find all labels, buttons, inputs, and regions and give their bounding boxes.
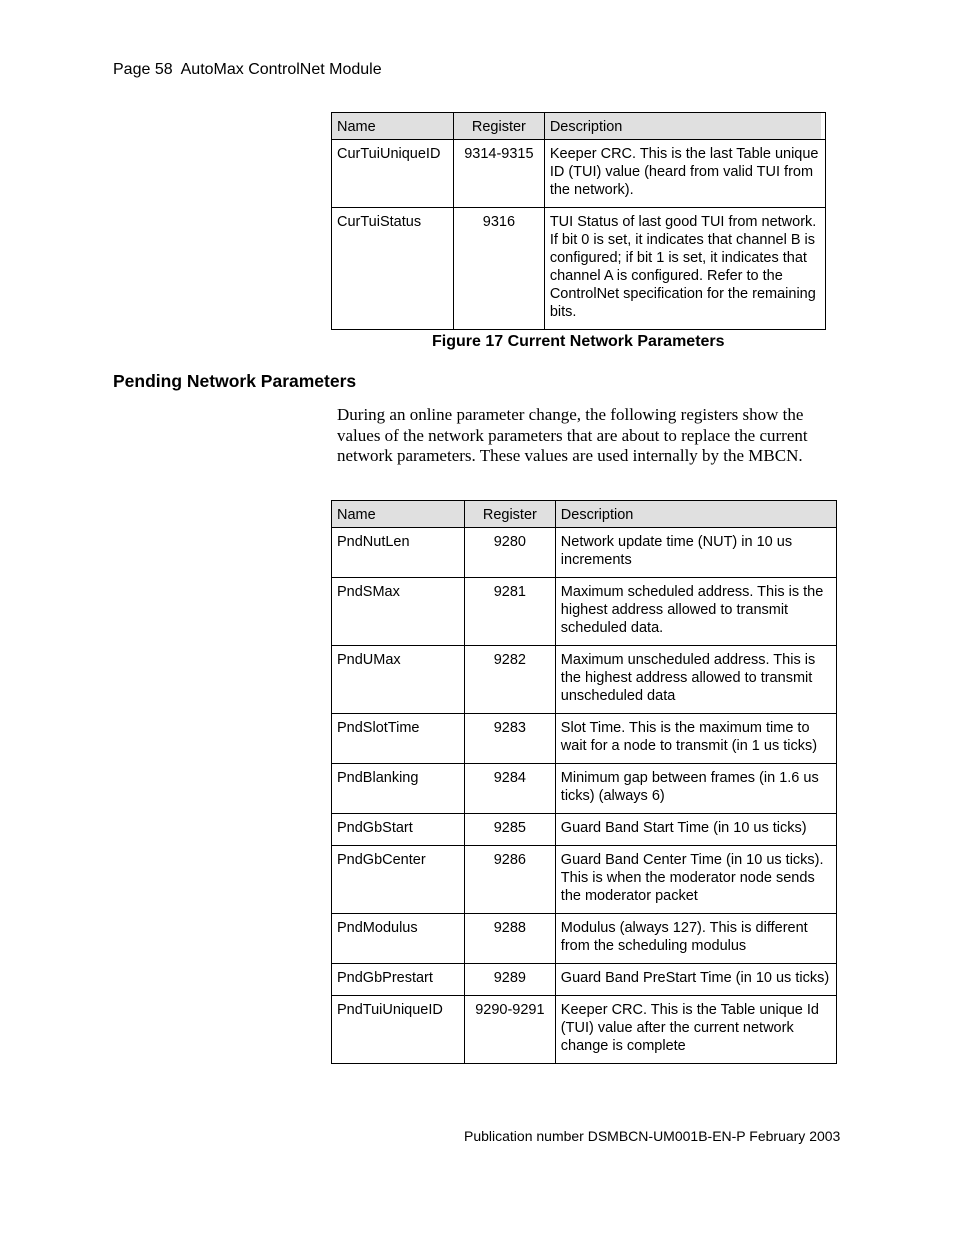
figure-caption: Figure 17 Current Network Parameters [432,333,725,350]
register-description: Keeper CRC. This is the last Table unique ID (TUI) value (heard from valid TUI from the network). [544,140,825,208]
table-row [332,714,837,764]
register-description: Maximum scheduled address. This is the highest address allowed to transmit scheduled data. [555,578,836,646]
column-header-description: Description [555,501,836,528]
table-header-row [332,501,837,528]
register-number: 9282 [464,646,555,714]
column-header-register: Register [464,501,555,528]
current-network-parameters-table [331,112,826,330]
register-description: TUI Status of last good TUI from network. If bit 0 is set, it indicates that channel B is configured; if bit 1 is set, it indicates that channel A is configured. Refer to the ControlNet specification for the remaining bits. [544,208,825,330]
register-name: PndSMax [332,578,465,646]
register-number: 9286 [464,846,555,914]
register-description: Keeper CRC. This is the Table unique Id (TUI) value after the current network change is complete [555,996,836,1064]
table-row [332,846,837,914]
publication-footer: Publication number DSMBCN-UM001B-EN-P February 2003 [464,1128,841,1144]
table-row [332,528,837,578]
register-description: Modulus (always 127). This is different from the scheduling modulus [555,914,836,964]
register-number: 9285 [464,814,555,846]
column-header-register: Register [453,113,544,140]
register-name: CurTuiStatus [332,208,454,330]
register-name: PndBlanking [332,764,465,814]
table-header-row [332,113,826,140]
table-row [332,996,837,1064]
register-name: PndGbStart [332,814,465,846]
register-description: Guard Band Start Time (in 10 us ticks) [555,814,836,846]
register-description: Minimum gap between frames (in 1.6 us ticks) (always 6) [555,764,836,814]
table-row [332,208,826,330]
register-number: 9290-9291 [464,996,555,1064]
column-header-name: Name [332,501,465,528]
register-name: PndModulus [332,914,465,964]
table-row [332,578,837,646]
table-row [332,646,837,714]
register-name: PndNutLen [332,528,465,578]
register-number: 9281 [464,578,555,646]
column-header-description: Description [544,113,825,140]
register-number: 9314-9315 [453,140,544,208]
table-row [332,140,826,208]
table-row [332,964,837,996]
register-number: 9316 [453,208,544,330]
pending-network-parameters-table [331,500,837,1064]
register-description: Network update time (NUT) in 10 us increments [555,528,836,578]
register-name: PndTuiUniqueID [332,996,465,1064]
register-number: 9284 [464,764,555,814]
register-number: 9280 [464,528,555,578]
page-header: Page 58 AutoMax ControlNet Module [113,61,382,78]
register-name: PndGbPrestart [332,964,465,996]
register-name: PndGbCenter [332,846,465,914]
register-name: PndSlotTime [332,714,465,764]
register-description: Guard Band Center Time (in 10 us ticks). This is when the moderator node sends the moderator packet [555,846,836,914]
register-number: 9288 [464,914,555,964]
table-row [332,814,837,846]
register-number: 9289 [464,964,555,996]
register-description: Maximum unscheduled address. This is the highest address allowed to transmit unscheduled data [555,646,836,714]
column-header-name: Name [332,113,454,140]
table-row [332,764,837,814]
table-row [332,914,837,964]
intro-paragraph: During an online parameter change, the following registers show the values of the network parameters that are about to replace the current network parameters. These values are used internally by the MBCN. [337,405,808,465]
register-description: Slot Time. This is the maximum time to wait for a node to transmit (in 1 us ticks) [555,714,836,764]
register-number: 9283 [464,714,555,764]
register-name: CurTuiUniqueID [332,140,454,208]
register-name: PndUMax [332,646,465,714]
register-description: Guard Band PreStart Time (in 10 us ticks) [555,964,836,996]
section-heading: Pending Network Parameters [113,371,357,391]
